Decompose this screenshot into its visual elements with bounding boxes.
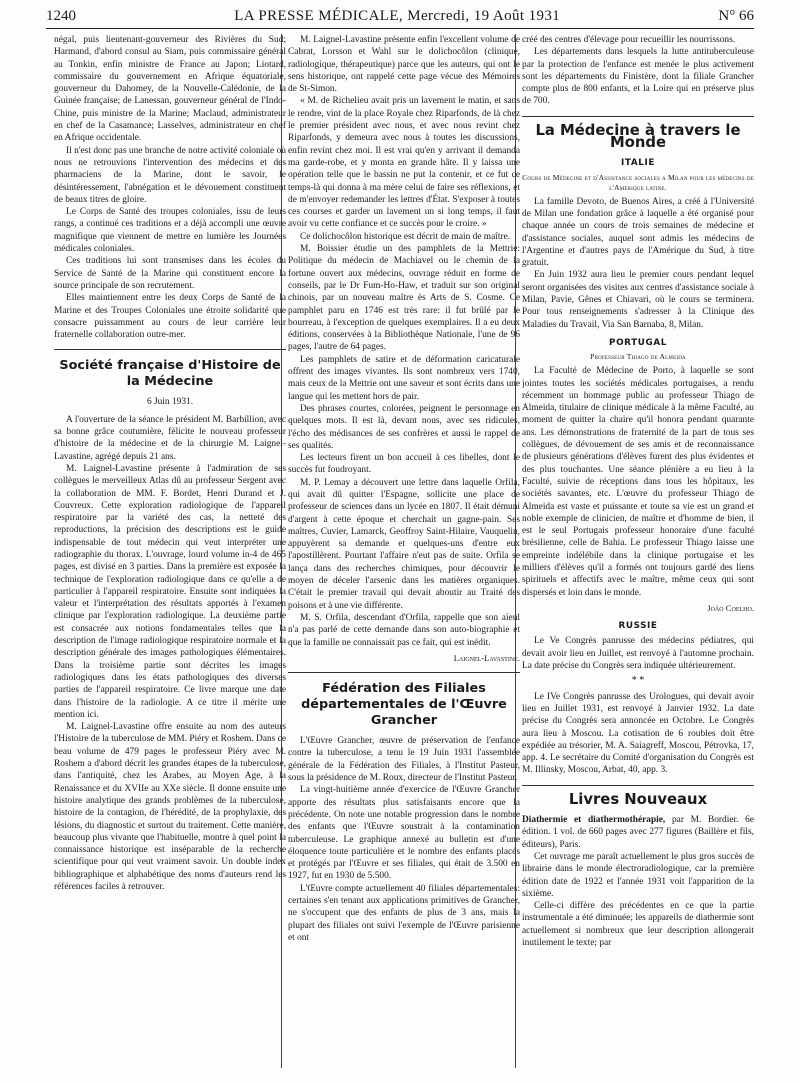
section-divider xyxy=(522,785,754,786)
paragraph: M. S. Orfila, descendant d'Orfila, rappelle que son aïeul n'a pas parlé de cette demande dans son auto-biographie et que la famille ne connaissait pas ce fait, qui est inédit. xyxy=(288,612,520,648)
paragraph: Cet ouvrage me paraît actuellement le plus gros succès de librairie dans le monde électroradiologique, car la première édition date de 1922 et l'année 1931 voit l'apparition de la sixième. xyxy=(522,851,754,899)
paragraph: La famille Devoto, de Buenos Aires, a créé à l'Université de Milan une fondation grâce à laquelle a été organisé pour chaque année un cours de trois semaines de médecine et d'assistance sociales, auquel sont admis les médecins de l'Argentine et d'autres pays de l'Amérique du Sud, à titre gratuit. xyxy=(522,196,754,269)
paragraph: L'Œuvre Grancher, œuvre de préservation de l'enfance contre la tuberculose, a tenu le 19 Juin 1931 l'assemblée générale de la Fédération des Filiales, à l'Institut Pasteur, sous la présidence de M. Roux, directeur de l'Institut Pasteur. xyxy=(288,736,520,784)
signature: João Coelho. xyxy=(707,602,754,613)
paragraph: Il n'est donc pas une branche de notre activité coloniale où nous ne retrouvions l'intervention des médecins et des pharmaciens de la Marine, dont le savoir, le désintéressement, l'abnégation et le dévouement constituent de beaux titres de gloire. xyxy=(54,145,286,205)
book-entry xyxy=(522,814,754,851)
section-title-grancher: Fédération des Filiales départementales de l'Œuvre Grancher xyxy=(301,681,507,729)
paragraph: A l'ouverture de la séance le président M. Barbillion, avec sa bonne grâce coutumière, félicite le nouveau professeur d'histoire de la médecine et de la chirurgie M. Laignel-Lavastine, agrégé depuis 21 ans. xyxy=(54,414,286,462)
paragraph: M. Laignel-Lavastine présente enfin l'excellent volume de Cabrat, Lorsson et Wahl sur le dolichocôlon (clinique, radiologique, thérapeutique) parce que les auteurs, qui ont le sens historique, ont rappelé cette page vécue des Mémoires de St-Simon. xyxy=(288,35,520,95)
page-number: 1240 xyxy=(46,8,76,24)
section-divider xyxy=(522,116,754,117)
paragraph: M. Laignel-Lavastine offre ensuite au nom des auteurs l'Histoire de la tuberculose de MM. Piéry et Roshem. Dans ce beau volume de 479 pages le professeur Piéry avec M. Roshem a d'abord décrit les grandes étapes de la tuberculose, dans l'antiquité, chez les Arabes, au Moyen Age, à la Renaissance et du XVIIe au XXe siècle. Il donne ensuite une histoire analytique des grands problèmes de la tuberculose, histoire de la contagion, de l'hérédité, de la prophylaxie, des lésions, du diagnostic et surtout du traitement. Cette manière, beaucoup plus vivante que l'habituelle, montre à quel point la connaissance historique est inséparable de la recherche scientifique pour qui veut vraiment savoir. Un double index bibliographique et alphabétique des noms d'auteurs rend les références faciles à retrouver. xyxy=(54,722,286,892)
issue-date: Mercredi, 19 Août 1931 xyxy=(403,8,561,24)
paragraph: Le Ve Congrès panrusse des médecins pédiatres, qui devait avoir lieu en Juillet, est renvoyé à l'automne prochain. La date précise du Congrès sera indiquée ultérieurement. xyxy=(522,636,754,672)
issue-number: N° 66 xyxy=(718,8,754,24)
paragraph: La Faculté de Médecine de Porto, à laquelle se sont jointes toutes les sociétés médicales portugaises, a rendu récemment un hommage public au professeur Thiago de Almeida, titulaire de clinique médicale à la même Faculté, au moment de quitter la chaire qu'il honora pendant quarante ans. Les démonstrations de fraternité de la part de tous ses collègues, de dévouement de ses amis et de reconnaissance de plusieurs générations d'élèves furent des plus évidentes et des plus touchantes. Une séance plénière a eu lieu à la Faculté, suivie de réceptions dans tous les hôpitaux, les sociétés savantes, etc. L'œuvre du professeur Thiago de Almeida est vaste et puissante et toute sa vie est un grand et noble exemple de clinicien, de maître et d'homme de bien, il est le seul Portugais professeur honoraire d'une faculté brésilienne, celle de Bahia. Le professeur Thiago laisse une empreinte indélébile dans la clinique portugaise et les milliers d'élèves qu'il a formés ont toujours gardé des liens spirituels et affectifs avec le maître, même ceux qui sont dispersés et loin dans le monde. xyxy=(522,366,754,598)
column-left xyxy=(54,34,286,1068)
country-heading-italie: ITALIE xyxy=(621,158,655,169)
paragraph: Elles maintiennent entre les deux Corps de Santé de la Marine et des Troupes Coloniales une étroite solidarité que consacre puissamment au cours de leur carrière leur fraternelle collaboration outre-mer. xyxy=(54,293,286,341)
column-right xyxy=(522,34,754,1068)
paragraph: négal, puis lieutenant-gouverneur des Rivières du Sud; Harmand, d'abord consul au Siam, puis commissaire général au Tonkin, enfin ministre de France au Japon; Liotard, commissaire du gouvernement en Afrique équatoriale, gouverneur du Dahomey, de la Nouvelle-Calédonie, de la Guinée française; de Lanessan, gouverneur général de l'Indo-Chine, puis ministre de la Marine; Maclaud, administrateur en chef de la Casamance; Lasselves, administrateur en chef en Afrique occidentale. xyxy=(54,35,286,144)
section-title-histoire: Société française d'Histoire de la Médecine xyxy=(59,358,281,390)
paragraph: Ces traditions lui sont transmises dans les écoles du Service de Santé de la Marine qui constituent encore la source principale de son recrutement. xyxy=(54,256,286,291)
country-heading-russie: RUSSIE xyxy=(618,621,658,632)
paragraph: Des phrases courtes, colorées, peignent le personnage en quelques mots. Il est là, devant nous, avec ses ridicules, l'écho des médisances de ses confrères et aussi le rappel de ses qualités. xyxy=(288,403,520,451)
paragraph: L'Œuvre compte actuellement 40 filiales départementales: certaines s'en tenant aux applications primitives de Grancher, ne s'occupent que des enfants de plus de 3 ans, mais la plupart des filiales ont suivi l'exemple de l'Œuvre parisienne et ont xyxy=(288,883,520,943)
book-meta: par M. Bordier. 6e édition. 1 vol. de 660 pages avec 277 figures (Baillère et fils, éditeurs), Paris. xyxy=(522,815,754,850)
page-header xyxy=(46,8,754,29)
paragraph: Celle-ci diffère des précédentes en ce que la partie instrumentale a été diminuée; les appareils de diathermie sont actuellement si nombreux que leur description allongerait inutilement le texte; par xyxy=(522,901,754,948)
paragraph: M. P. Lemay a découvert une lettre dans laquelle Orfila, qui avait dû quitter l'Espagne, sollicite une place de professeur de sciences dans un lycée en 1807. Il était démuni d'argent à cette époque et cherchait un gagne-pain. Ses maîtres, Cuvier, Lamarck, Geoffroy Saint-Hilaire, Vauquelin, appuyèrent sa demande et quelques-uns d'entre eux l'apostillèrent. Pourtant l'affaire n'eut pas de suite. Orfila se lança dans des recherches chimiques, pour découvrir le moyen de déceler l'arsenic dans les matières organiques. C'était le premier travail qui devait aboutir au Traité des poisons et à une vie différente. xyxy=(288,477,520,611)
column-middle xyxy=(288,34,520,1068)
subheading: Cours de Médecine et d'Assistance sociales a Milan pour les médecins de l'Amérique latine. xyxy=(522,172,754,192)
paragraph: En Juin 1932 aura lieu le premier cours pendant lequel seront organisées des visites aux centres d'assistance sociale à Milan, Pavie, Gênes et Chiavari, où le cours se terminera. Pour tous renseignements s'adresser à la Clinique des Maladies du Travail, Via San Barnaba, 8, Milan. xyxy=(522,270,754,330)
separator-stars: * * xyxy=(631,675,645,687)
paragraph: M. Boissier étudie un des pamphlets de la Mettrie: Politique du médecin de Machiavel ou le chemin de la fortune ouvert aux médecins, ouvrage réduit en forme de conseils, par le Dr Fum-Ho-Haw, et traduit sur son original chinois, par un nouveau maître ès Arts de S. Cosme. Ce pamphlet paru en 1746 est très rare: il fut brûlé par le bourreau, à l'exception de quelques exemplaires. Il a eu deux éditions, conservées à la Bibliothèque Nationale, l'une de 96 pages, l'autre de 64 pages. xyxy=(288,244,520,353)
country-heading-portugal: PORTUGAL xyxy=(609,337,667,348)
paragraph: Les pamphlets de satire et de déformation caricaturale offrent des images vivantes. Ils sont nombreux vers 1740, mais ceux de la Mettrie ont une saveur et sont écrits dans une langue qui les mettent hors de pair. xyxy=(288,354,520,402)
paragraph: créé des centres d'élevage pour recueillir les nourrissons. xyxy=(522,35,736,45)
journal-name: LA PRESSE MÉDICALE, xyxy=(234,8,404,24)
book-title: Diathermie et diathermothérapie, xyxy=(522,815,666,826)
paragraph: Le Corps de Santé des troupes coloniales, issu de leurs rangs, a continué ces traditions et a déjà accompli une œuvre magnifique que viennent de mettre en lumière les Journées médicales coloniales. xyxy=(54,207,286,255)
signature: Laignel-Lavastine. xyxy=(453,652,520,663)
section-divider xyxy=(54,349,286,350)
section-title-monde: La Médecine à travers le Monde xyxy=(535,121,741,152)
paragraph: Ce dolichocôlon historique est décrit de main de maître. xyxy=(300,231,511,242)
journal-masthead xyxy=(234,8,560,25)
section-title-livres: Livres Nouveaux xyxy=(568,790,708,808)
subheading: Professeur Thiago de Almeida xyxy=(590,352,686,362)
paragraph: Les départements dans lesquels la lutte antituberculeuse par la protection de l'enfance est menée le plus activement sont les départements du Finistère, dont la filiale Grancher compte plus de 800 enfants, et la Loire qui en préserve plus de 700. xyxy=(522,47,754,107)
section-date: 6 Juin 1931. xyxy=(146,397,194,408)
quotation: « M. de Richelieu avait pris un lavement le matin, et sans le rendre, vint de la place Royale chez Riparfonds, de là chez le premier président avec nous, et avec nous revint chez Riparfonds, y demeura avec nous à toutes les discussions, enfin revint chez moi. Il est vrai qu'en y arrivant il demanda ma garde-robe, et y monta en grande hâte. Il y laissa une opération telle que le bassin ne put la contenir, et ce fut ce temps-là qui donna à ma mère celui de faire ses réflexions, et de m'envoyer redemander les lettres d'État. S'exposer à toutes ces courses et garder un lavement un si long temps, il faut avoir vu cette confiance et ce succès pour le croire. » xyxy=(288,96,520,230)
paragraph: M. Laignel-Lavastine présente à l'admiration de ses collègues le merveilleux Atlas dû au professeur Sergent avec la collaboration de MM. F. Bordet, Henri Durand et J. Couvreux. Cette exploration radiologique de l'appareil respiratoire par la variété des cas, la netteté des reproductions, la précision des descriptions est le guide indispensable de tout médecin qui veut interpréter une radiographie du thorax. L'ouvrage, lourd volume in-4 de 465 pages, est divisé en 3 parties. Dans la première est exposée la technique de l'exploration radiologique dans ce qu'elle a de particulier à l'appareil respiratoire. Ensuite sont indiquées la valeur et l'interprétation des résultats apportés à l'examen clinique par l'exploration radiologique. La deuxième partie est consacrée aux notions fondamentales telles que la description de l'image radiologique respiratoire normale et la description générale des images pathologiques élémentaires. Dans la troisième partie sont décrites les images radiologiques dans les états pathologiques des diverses parties de l'appareil respiratoire. Ce livre marque une date dans l'histoire de la radiologie. A ce titre il mérite une mention ici. xyxy=(54,463,286,720)
section-divider xyxy=(288,672,520,673)
paragraph: La vingt-huitième année d'exercice de l'Œuvre Grancher apporte des résultats plus satisfaisants encore que la précédente. On note une notable progression dans le nombre des enfants que l'Œuvre soustrait à la contamination tuberculeuse. Le graphique annexé au bulletin est d'une éloquence toute particulière et le nombre des enfants placés et protégés par l'Œuvre et ses filiales, qui était de 3.500 en 1927, fut en 1930 de 5.500. xyxy=(288,785,520,882)
paragraph: Le IVe Congrès panrusse des Urologues, qui devait avoir lieu en Juillet 1931, est renvoyé à Janvier 1932. La date précise du Congrès sera annoncée en Octobre. Le Congrès aura lieu à Moscou. La cotisation de 6 roubles doit être expédiée au trésorier, M. A. Saiagreff, Moscou, Pétrovka, 17, app. 4. Le secrétaire du Comité d'organisation du Congrès est M. Illinsky, Moscou, Arbat, 40, app. 3. xyxy=(522,691,754,776)
paragraph: Les lecteurs firent un bon accueil à ces libelles, dont le succès fut foudroyant. xyxy=(288,453,520,476)
